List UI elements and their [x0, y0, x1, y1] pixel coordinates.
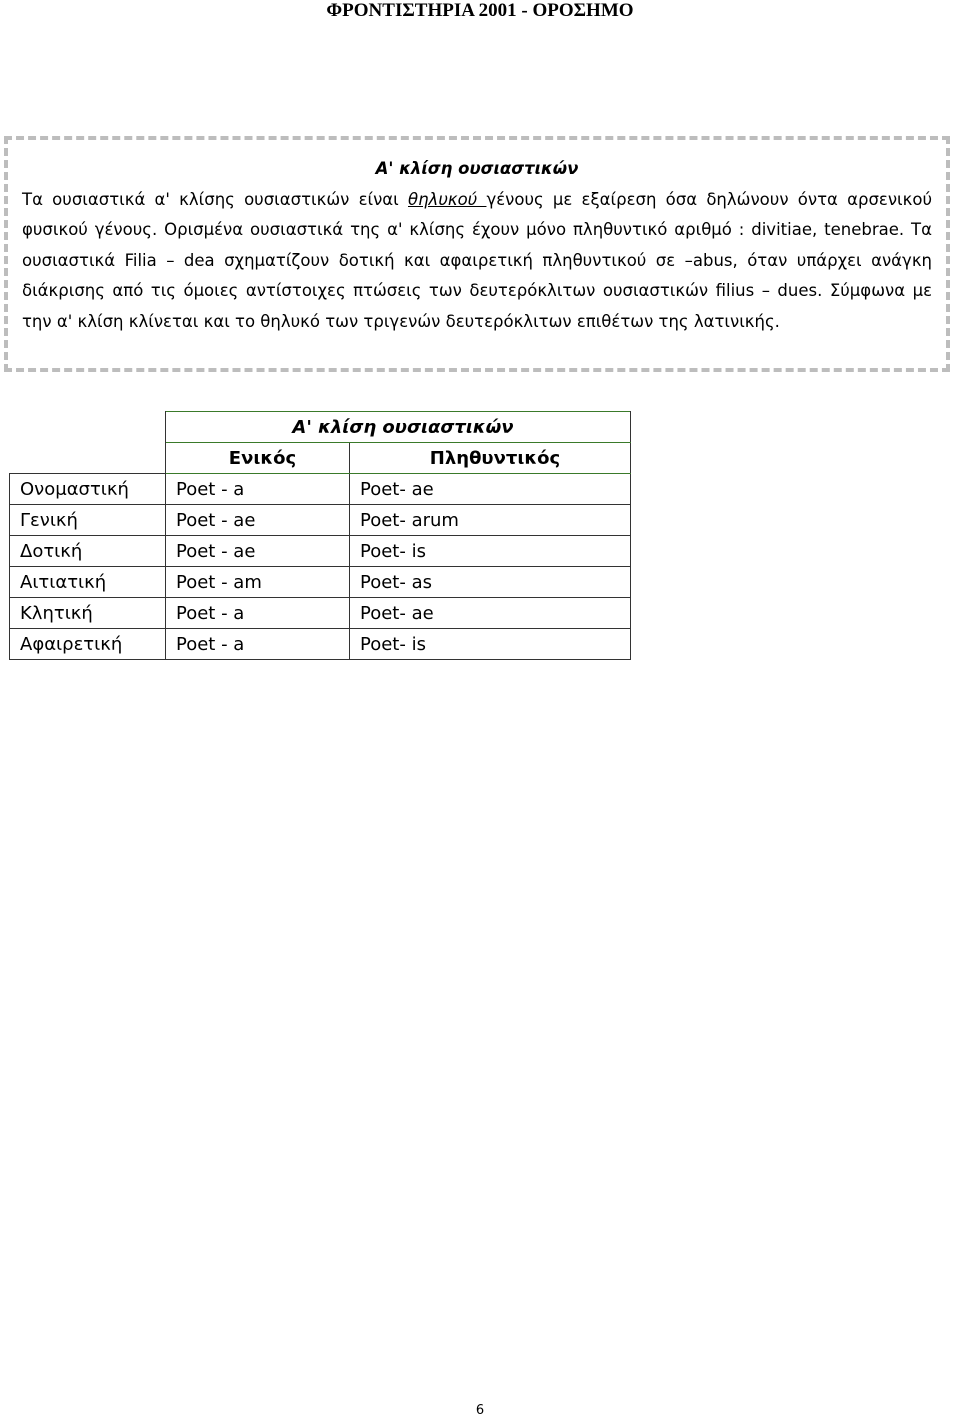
- singular-form: Poet - a: [166, 474, 350, 505]
- table-title: Α' κλίση ουσιαστικών: [166, 412, 631, 443]
- singular-form: Poet - ae: [166, 536, 350, 567]
- info-text-part-2: γένους με εξαίρεση όσα δηλώνουν όντα αρσενικού φυσικού γένους. Ορισμένα ουσιαστικά της α' κλίσης έχουν μόνο πληθυντικό αριθμό : divitiae, tenebrae. Τα ουσιαστικά Filia – dea σχηματίζουν δοτική και αφαιρετική πληθυντικού σε –abus, όταν υπάρχει ανάγκη διάκρισης από τις όμοιες αντίστοιχες πτώσεις των δευτερόκλιτων ουσιαστικών filius – dues. Σύμφωνα με την α' κλίση κλίνεται και το θηλυκό των τριγενών δευτερόκλιτων επιθέτων της λατινικής.: [22, 189, 932, 331]
- table-row: [10, 567, 631, 598]
- table-row: [10, 474, 631, 505]
- table-row: [10, 629, 631, 660]
- table-empty-cell: [10, 412, 166, 443]
- info-paragraph: [22, 185, 932, 338]
- singular-form: Poet - am: [166, 567, 350, 598]
- info-box: [4, 136, 950, 372]
- case-name: Γενική: [10, 505, 166, 536]
- table-title-row: [10, 412, 631, 443]
- plural-form: Poet- is: [350, 629, 631, 660]
- plural-form: Poet- as: [350, 567, 631, 598]
- table-row: [10, 505, 631, 536]
- singular-form: Poet - a: [166, 598, 350, 629]
- info-box-title: Α' κλίση ουσιαστικών: [375, 159, 579, 178]
- table-row: [10, 598, 631, 629]
- case-name: Αφαιρετική: [10, 629, 166, 660]
- info-text-underlined: θηλυκού: [408, 189, 487, 209]
- plural-form: Poet- ae: [350, 474, 631, 505]
- singular-form: Poet - ae: [166, 505, 350, 536]
- declension-table: [9, 411, 631, 660]
- case-name: Κλητική: [10, 598, 166, 629]
- page-number: 6: [475, 1403, 485, 1418]
- singular-form: Poet - a: [166, 629, 350, 660]
- header-plural: Πληθυντικός: [350, 443, 631, 474]
- plural-form: Poet- arum: [350, 505, 631, 536]
- plural-form: Poet- ae: [350, 598, 631, 629]
- plural-form: Poet- is: [350, 536, 631, 567]
- table-row: [10, 536, 631, 567]
- page-header: ΦΡΟΝΤΙΣΤΗΡΙΑ 2001 - ΟΡΟΣΗΜΟ: [326, 0, 634, 21]
- case-name: Αιτιατική: [10, 567, 166, 598]
- header-singular: Ενικός: [166, 443, 350, 474]
- table-empty-cell: [10, 443, 166, 474]
- case-name: Ονομαστική: [10, 474, 166, 505]
- table-header-row: [10, 443, 631, 474]
- case-name: Δοτική: [10, 536, 166, 567]
- info-text-part-1: Τα ουσιαστικά α' κλίσης ουσιαστικών είναι: [22, 189, 408, 209]
- info-box-content: [22, 154, 932, 337]
